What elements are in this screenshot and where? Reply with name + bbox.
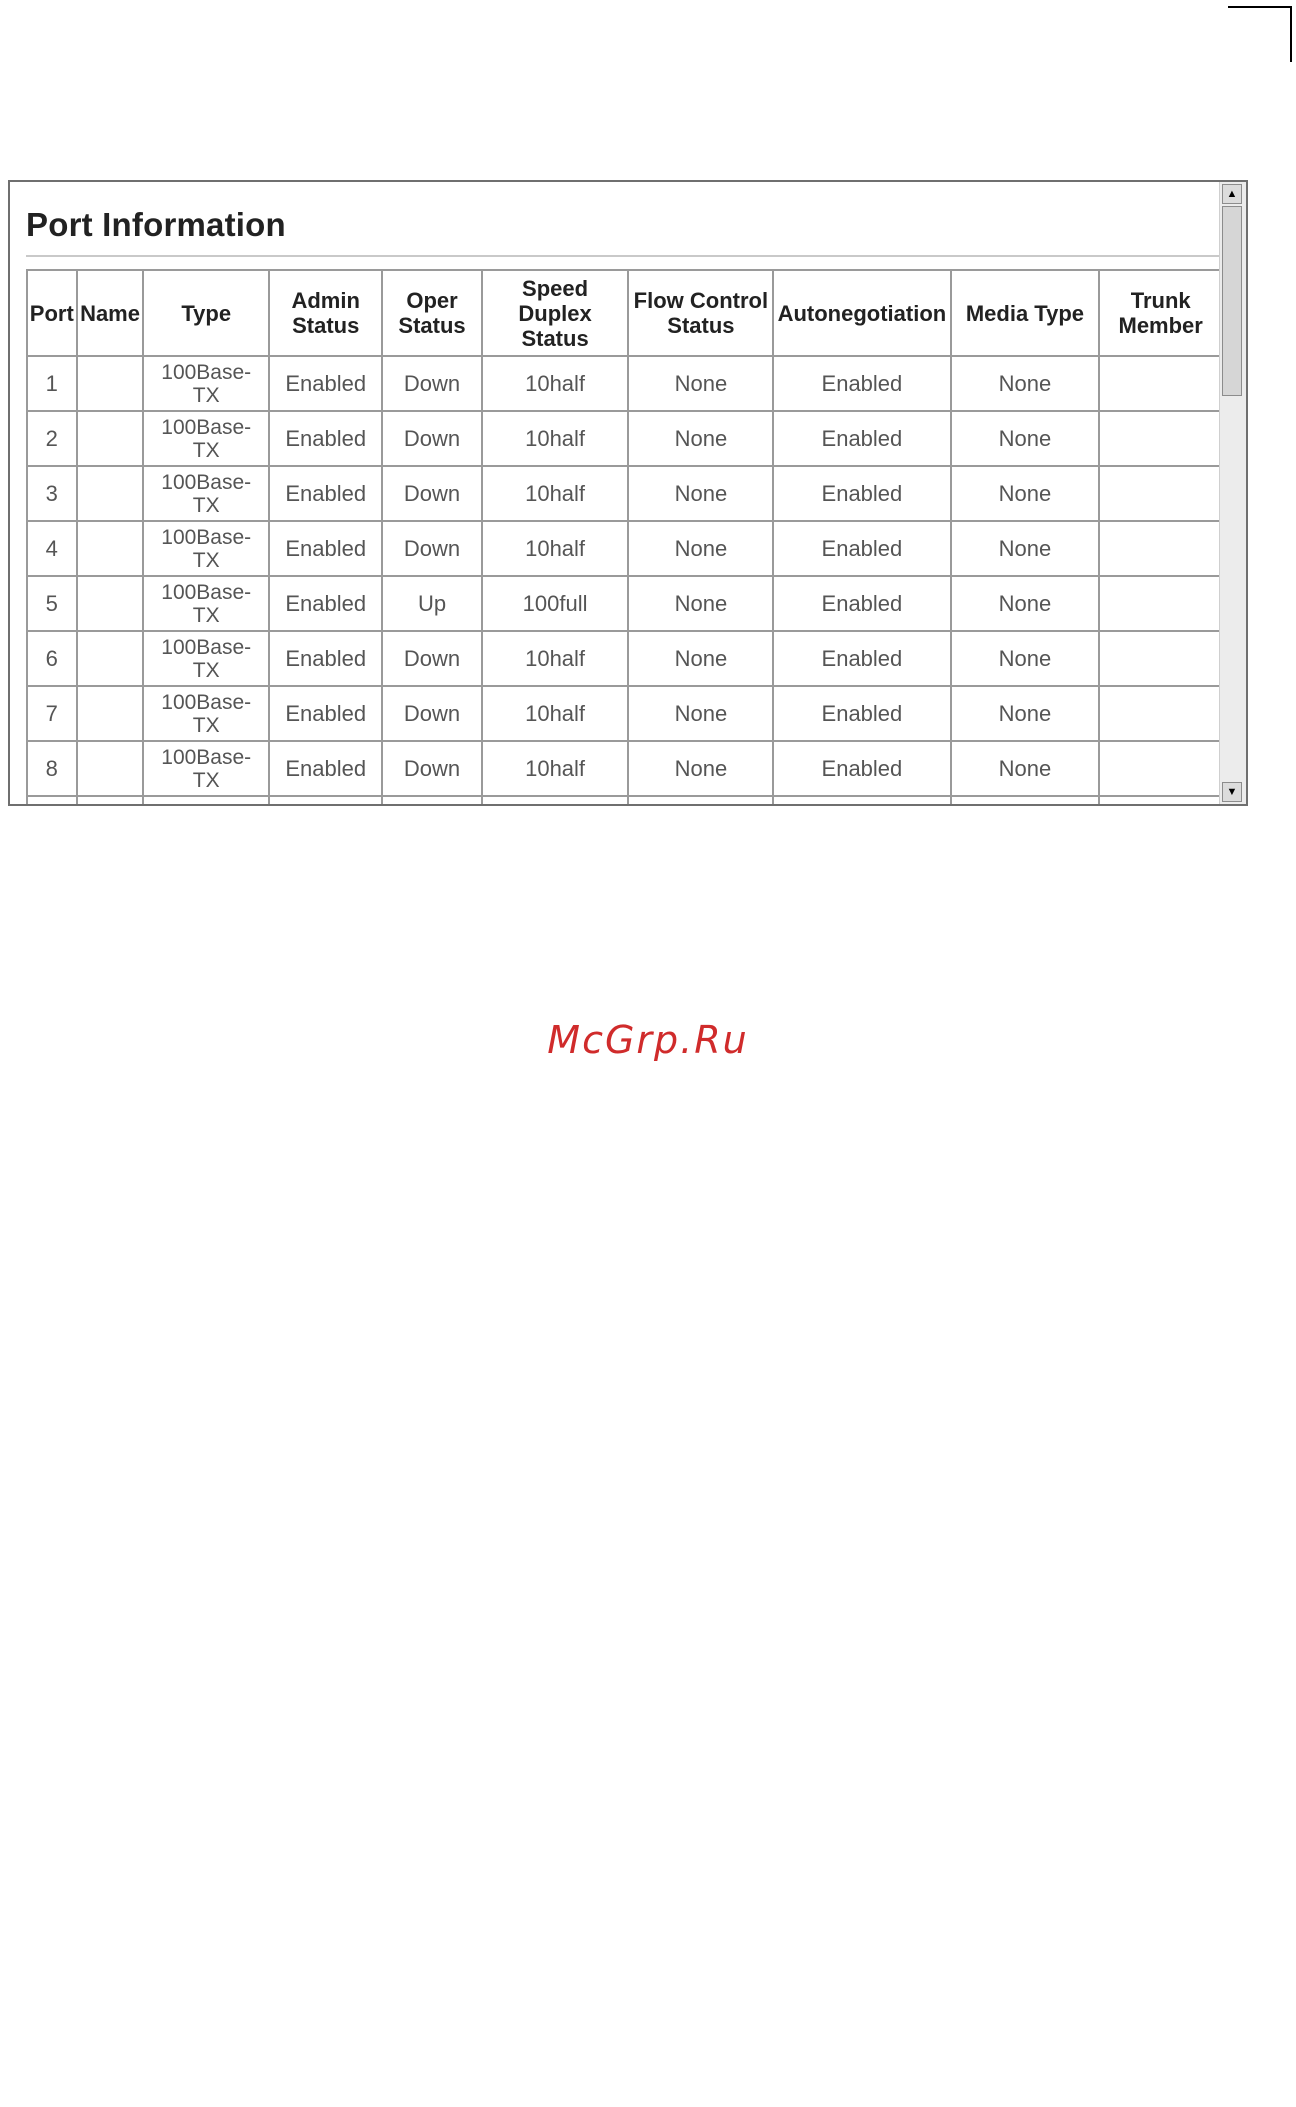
- table-row: [27, 796, 1220, 804]
- cell-type: [143, 466, 269, 521]
- table-row: [27, 686, 1220, 741]
- cell-oper: [382, 796, 481, 804]
- column-header-label: Media Type: [965, 300, 1085, 326]
- cell-port: 7: [27, 686, 77, 741]
- column-header-label: Name: [80, 300, 140, 326]
- cell-name: [77, 631, 144, 686]
- cell-media: None: [951, 411, 1100, 466]
- table-row: [27, 411, 1220, 466]
- triangle-up-icon: ▲: [1226, 188, 1238, 200]
- cell-oper: Down: [382, 741, 481, 796]
- table-header-row: [27, 270, 1220, 356]
- cell-admin: Enabled: [269, 521, 382, 576]
- cell-port: 6: [27, 631, 77, 686]
- cell-admin: Enabled: [269, 741, 382, 796]
- column-header-label: Speed: [522, 275, 589, 301]
- cell-type: [143, 411, 269, 466]
- cell-type-line: 100Base-: [161, 525, 252, 549]
- scroll-down-button[interactable]: [1222, 782, 1242, 802]
- cell-flow: None: [628, 631, 773, 686]
- cell-media: None: [951, 521, 1100, 576]
- cell-name: [77, 741, 144, 796]
- cell-type-line: TX: [192, 493, 220, 517]
- column-header: [482, 270, 629, 356]
- cell-type: [143, 631, 269, 686]
- cell-type-line: TX: [192, 713, 220, 737]
- cell-trunk: [1099, 741, 1220, 796]
- cell-auto: Enabled: [773, 741, 950, 796]
- cell-media: None: [951, 741, 1100, 796]
- cell-flow: None: [628, 411, 773, 466]
- table-row: [27, 356, 1220, 411]
- cell-flow: None: [628, 356, 773, 411]
- column-header: [773, 270, 950, 356]
- column-header-label: Flow Control: [633, 288, 769, 313]
- page-title: Port Information: [26, 206, 286, 243]
- column-header-label: Port: [29, 300, 74, 326]
- cell-port: 5: [27, 576, 77, 631]
- cell-type: [143, 356, 269, 411]
- cell-auto: Enabled: [773, 411, 950, 466]
- cell-speed: 10half: [482, 411, 629, 466]
- cell-type-line: TX: [192, 658, 220, 682]
- cell-port: [27, 796, 77, 804]
- cell-name: [77, 356, 144, 411]
- cell-trunk: [1099, 521, 1220, 576]
- cell-media: None: [951, 576, 1100, 631]
- cell-media: None: [951, 631, 1100, 686]
- column-header-label: Status: [521, 325, 589, 351]
- column-header-label: Trunk: [1130, 288, 1191, 313]
- cell-admin: Enabled: [269, 466, 382, 521]
- cell-trunk: [1099, 576, 1220, 631]
- cell-admin: Enabled: [269, 576, 382, 631]
- cell-trunk: [1099, 466, 1220, 521]
- cell-flow: None: [628, 741, 773, 796]
- table-row: [27, 576, 1220, 631]
- column-header: [951, 270, 1100, 356]
- column-header: [143, 270, 269, 356]
- cell-trunk: [1099, 411, 1220, 466]
- cell-type: [143, 796, 269, 804]
- table-row: [27, 521, 1220, 576]
- column-header-label: Autonegotiation: [777, 300, 947, 326]
- cell-type-line: 100Base-: [161, 360, 252, 384]
- cell-flow: None: [628, 521, 773, 576]
- cell-type-line: 100Base-: [161, 745, 252, 769]
- cell-oper: Down: [382, 411, 481, 466]
- cell-trunk: [1099, 796, 1220, 804]
- cell-auto: Enabled: [773, 356, 950, 411]
- cell-type: [143, 576, 269, 631]
- cell-speed: 100full: [482, 576, 629, 631]
- cell-name: [77, 686, 144, 741]
- column-header-label: Admin: [291, 288, 360, 313]
- cell-oper: Up: [382, 576, 481, 631]
- cell-admin: [269, 796, 382, 804]
- column-header-label: Oper: [406, 288, 458, 313]
- cell-speed: 10half: [482, 466, 629, 521]
- column-header: [269, 270, 382, 356]
- cell-port: 3: [27, 466, 77, 521]
- cell-type-line: TX: [192, 548, 220, 572]
- table-row: [27, 466, 1220, 521]
- column-header: [1099, 270, 1220, 356]
- scroll-up-button[interactable]: [1222, 184, 1242, 204]
- cell-trunk: [1099, 631, 1220, 686]
- cell-type-line: 100Base-: [161, 470, 252, 494]
- cell-flow: [628, 796, 773, 804]
- watermark-logo: McGrp.Ru: [547, 1018, 749, 1062]
- cell-auto: Enabled: [773, 576, 950, 631]
- cell-type: [143, 521, 269, 576]
- cell-auto: Enabled: [773, 521, 950, 576]
- cell-type-line: TX: [192, 438, 220, 462]
- cell-oper: Down: [382, 631, 481, 686]
- cell-speed: 10half: [482, 686, 629, 741]
- cell-type: [143, 741, 269, 796]
- cell-oper: Down: [382, 356, 481, 411]
- cell-admin: Enabled: [269, 411, 382, 466]
- cell-speed: 10half: [482, 521, 629, 576]
- column-header: [382, 270, 481, 356]
- cell-media: None: [951, 466, 1100, 521]
- cell-media: [951, 796, 1100, 804]
- cell-media: None: [951, 356, 1100, 411]
- port-information-window: [8, 180, 1248, 806]
- cell-type-line: TX: [192, 383, 220, 407]
- corner-crop-mark: [1228, 6, 1292, 62]
- scroll-thumb[interactable]: [1222, 206, 1242, 396]
- cell-auto: Enabled: [773, 466, 950, 521]
- cell-oper: Down: [382, 466, 481, 521]
- column-header-label: Status: [667, 313, 735, 338]
- cell-name: [77, 521, 144, 576]
- column-header: [77, 270, 144, 356]
- cell-trunk: [1099, 686, 1220, 741]
- cell-name: [77, 466, 144, 521]
- column-header-label: Status: [292, 313, 360, 338]
- column-header-label: Type: [181, 300, 232, 326]
- table-row: [27, 741, 1220, 796]
- cell-admin: Enabled: [269, 631, 382, 686]
- cell-type-line: 100Base-: [161, 415, 252, 439]
- cell-flow: None: [628, 576, 773, 631]
- cell-admin: Enabled: [269, 356, 382, 411]
- port-information-table: [26, 269, 1220, 804]
- cell-speed: 10half: [482, 356, 629, 411]
- cell-trunk: [1099, 356, 1220, 411]
- cell-type-line: 100Base-: [161, 580, 252, 604]
- cell-port: 1: [27, 356, 77, 411]
- cell-oper: Down: [382, 521, 481, 576]
- cell-port: 8: [27, 741, 77, 796]
- cell-type-line: TX: [192, 768, 220, 792]
- cell-speed: [482, 796, 629, 804]
- column-header: [628, 270, 773, 356]
- table-row: [27, 631, 1220, 686]
- column-header-label: Member: [1118, 313, 1203, 338]
- cell-auto: Enabled: [773, 686, 950, 741]
- cell-auto: Enabled: [773, 631, 950, 686]
- cell-speed: 10half: [482, 741, 629, 796]
- cell-admin: Enabled: [269, 686, 382, 741]
- cell-type: [143, 686, 269, 741]
- cell-type-line: 100Base-: [161, 635, 252, 659]
- cell-speed: 10half: [482, 631, 629, 686]
- cell-type-line: 100Base-: [161, 690, 252, 714]
- cell-name: [77, 796, 144, 804]
- column-header: [27, 270, 77, 356]
- cell-flow: None: [628, 466, 773, 521]
- table-body: [27, 356, 1220, 804]
- cell-port: 2: [27, 411, 77, 466]
- triangle-down-icon: ▼: [1226, 786, 1238, 798]
- column-header-label: Status: [398, 313, 466, 338]
- cell-media: None: [951, 686, 1100, 741]
- cell-auto: [773, 796, 950, 804]
- column-header-label: Duplex: [518, 300, 592, 326]
- vertical-scrollbar[interactable]: [1219, 182, 1246, 804]
- cell-name: [77, 576, 144, 631]
- cell-type-line: TX: [192, 603, 220, 627]
- port-information-panel: [10, 182, 1220, 804]
- title-divider: [26, 255, 1220, 257]
- cell-name: [77, 411, 144, 466]
- cell-oper: Down: [382, 686, 481, 741]
- cell-port: 4: [27, 521, 77, 576]
- cell-flow: None: [628, 686, 773, 741]
